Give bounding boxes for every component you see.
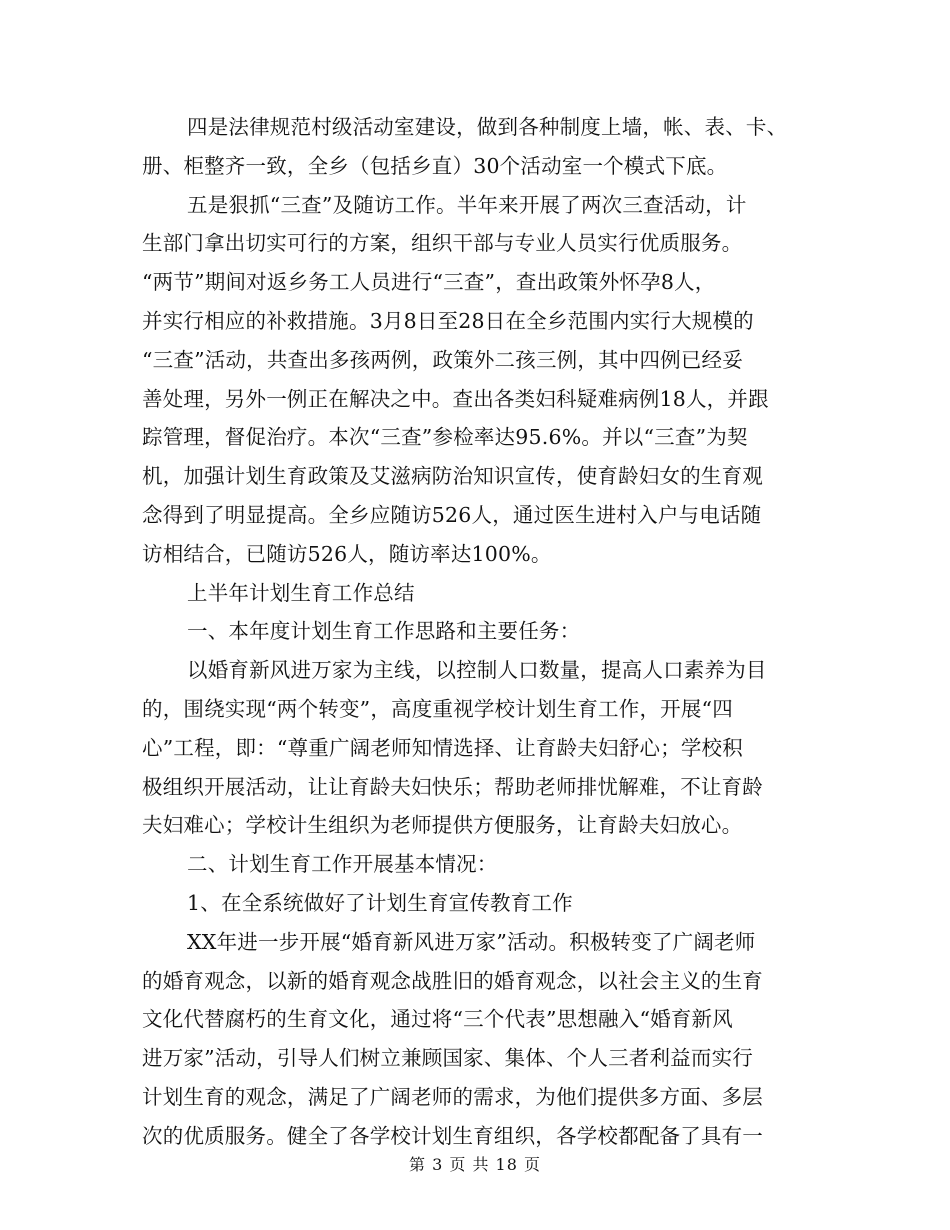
paragraph-line: 夫妇难心；学校计生组织为老师提供方便服务，让育龄夫妇放心。	[142, 813, 743, 838]
paragraph-line: “三查”活动，共查出多孩两例，政策外二孩三例，其中四例已经妥	[142, 347, 743, 372]
paragraph-line: 的，围绕实现“两个转变”，高度重视学校计划生育工作，开展“四	[142, 696, 733, 721]
paragraph-line: “两节”期间对返乡务工人员进行“三查”，查出政策外怀孕8人，	[142, 270, 716, 295]
paragraph-line: 文化代替腐朽的生育文化，通过将“三个代表”思想融入“婚育新风	[142, 1007, 733, 1032]
page-number-footer: 第 3 页 共 18 页	[409, 1155, 541, 1174]
paragraph-line: 五是狠抓“三查”及随访工作。半年来开展了两次三查活动，计	[187, 192, 747, 217]
paragraph-line: 极组织开展活动，让让育龄夫妇快乐；帮助老师排忧解难，不让育龄	[142, 774, 763, 799]
paragraph-line: 念得到了明显提高。全乡应随访526人，通过医生进村入户与电话随	[142, 502, 762, 527]
paragraph-line: 善处理，另外一例正在解决之中。查出各类妇科疑难病例18人，并跟	[142, 386, 769, 411]
paragraph-line: 进万家”活动，引导人们树立兼顾国家、集体、个人三者利益而实行	[142, 1046, 753, 1071]
paragraph-line: 次的优质服务。健全了各学校计划生育组织，各学校都配备了具有一	[142, 1123, 763, 1148]
paragraph-line: 访相结合，已随访526人，随访率达100%。	[142, 541, 552, 566]
paragraph-line: 机，加强计划生育政策及艾滋病防治知识宣传，使育龄妇女的生育观	[142, 464, 763, 489]
paragraph-line: 心”工程，即：“尊重广阔老师知情选择、让育龄夫妇舒心；学校积	[142, 735, 743, 760]
document-body	[142, 108, 812, 1156]
paragraph-line: 踪管理，督促治疗。本次“三查”参检率达95.6%。并以“三查”为契	[142, 425, 748, 450]
paragraph-line: 的婚育观念，以新的婚育观念战胜旧的婚育观念，以社会主义的生育	[142, 968, 763, 993]
paragraph-line: 册、柜整齐一致，全乡（包括乡直）30个活动室一个模式下底。	[142, 153, 728, 178]
paragraph-line: XX年进一步开展“婚育新风进万家”活动。积极转变了广阔老师	[187, 929, 756, 954]
paragraph-line: 四是法律规范村级活动室建设，做到各种制度上墙，帐、表、卡、	[187, 115, 788, 139]
subsection-heading: 1、在全系统做好了计划生育宣传教育工作	[187, 890, 573, 915]
section-heading: 二、计划生育工作开展基本情况：	[187, 852, 498, 877]
paragraph-line: 以婚育新风进万家为主线，以控制人口数量，提高人口素养为目	[187, 658, 767, 683]
paragraph-line: 并实行相应的补救措施。3月8日至28日在全乡范围内实行大规模的	[142, 308, 754, 333]
section-title: 上半年计划生育工作总结	[187, 580, 415, 605]
paragraph-line: 生部门拿出切实可行的方案，组织干部与专业人员实行优质服务。	[142, 231, 743, 256]
paragraph-line: 计划生育的观念，满足了广阔老师的需求，为他们提供多方面、多层	[142, 1084, 763, 1109]
section-heading: 一、本年度计划生育工作思路和主要任务：	[187, 619, 581, 644]
